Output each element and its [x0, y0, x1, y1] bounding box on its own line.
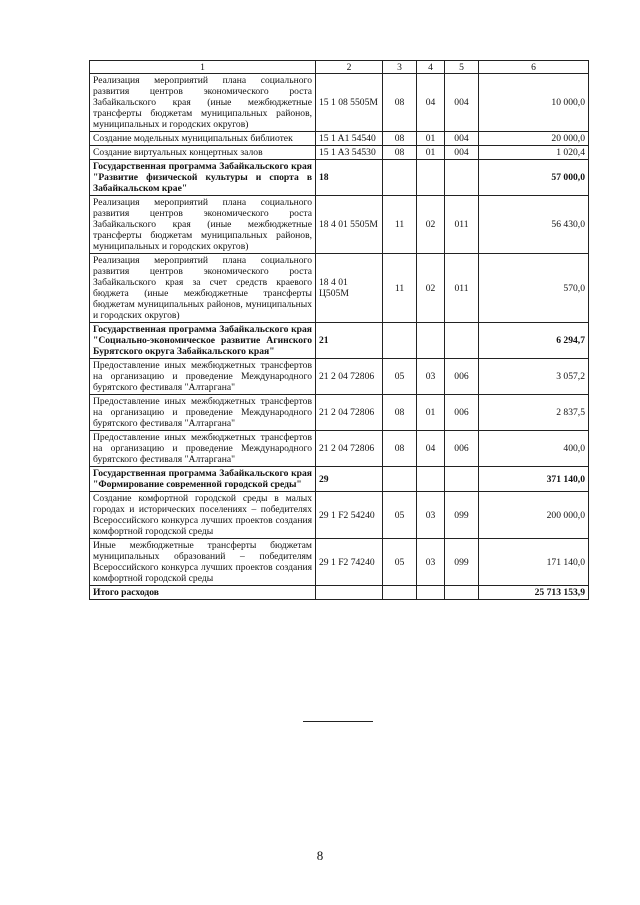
- row-subsection-cell: 03: [417, 492, 445, 539]
- page-number: 8: [316, 848, 324, 863]
- row-section-cell: 11: [383, 196, 417, 254]
- row-type-cell: [445, 586, 479, 600]
- header-col-6: 6: [479, 61, 589, 74]
- row-section-cell: 08: [383, 431, 417, 467]
- row-code-cell: 15 1 08 5505M: [316, 74, 383, 132]
- row-amount-cell: 6 294,7: [479, 323, 589, 359]
- row-code-cell: 21 2 04 72806: [316, 359, 383, 395]
- row-amount-cell: 57 000,0: [479, 160, 589, 196]
- row-amount-cell: 25 713 153,9: [479, 586, 589, 600]
- row-name-cell: Реализация мероприятий плана социального развития центров экономического роста Забайкальского края (иные межбюджетные трансферты бюджетам муниципальных районов, муниципальных и городских округов): [90, 74, 316, 132]
- row-type-cell: 099: [445, 539, 479, 586]
- row-subsection-cell: [417, 586, 445, 600]
- row-type-cell: 006: [445, 431, 479, 467]
- row-section-cell: 08: [383, 132, 417, 146]
- row-name-cell: Создание виртуальных концертных залов: [90, 146, 316, 160]
- row-name-cell: Реализация мероприятий плана социального развития центров экономического роста Забайкальского края (иные межбюджетные трансферты бюджетам муниципальных районов, муниципальных и городских округов): [90, 196, 316, 254]
- row-code-cell: 29 1 F2 54240: [316, 492, 383, 539]
- row-section-cell: [383, 467, 417, 492]
- row-section-cell: [383, 160, 417, 196]
- row-name-cell: Иные межбюджетные трансферты бюджетам муниципальных образований – победителям Всероссийского конкурса лучших проектов создания комфортной городской среды: [90, 539, 316, 586]
- row-name-cell: Реализация мероприятий плана социального развития центров экономического роста Забайкальского края за счет средств краевого бюджета (иные межбюджетные трансферты бюджетам муниципальных районов, муниципальных и городских округов): [90, 254, 316, 323]
- table-row: [90, 539, 589, 586]
- table-row: [90, 492, 589, 539]
- table-row: [90, 74, 589, 132]
- row-subsection-cell: 02: [417, 196, 445, 254]
- row-amount-cell: 2 837,5: [479, 395, 589, 431]
- row-subsection-cell: [417, 323, 445, 359]
- row-amount-cell: 1 020,4: [479, 146, 589, 160]
- row-type-cell: 006: [445, 395, 479, 431]
- row-subsection-cell: [417, 467, 445, 492]
- row-code-cell: 29: [316, 467, 383, 492]
- row-name-cell: Государственная программа Забайкальского края "Развитие физической культуры и спорта в Забайкальском крае": [90, 160, 316, 196]
- row-section-cell: [383, 323, 417, 359]
- row-amount-cell: 171 140,0: [479, 539, 589, 586]
- row-subsection-cell: 03: [417, 539, 445, 586]
- row-subsection-cell: [417, 160, 445, 196]
- row-subsection-cell: 04: [417, 74, 445, 132]
- row-subsection-cell: 01: [417, 395, 445, 431]
- header-col-4: 4: [417, 61, 445, 74]
- table-row: [90, 431, 589, 467]
- row-amount-cell: 400,0: [479, 431, 589, 467]
- row-name-cell: Предоставление иных межбюджетных трансфертов на организацию и проведение Международного бурятского фестиваля "Алтаргана": [90, 395, 316, 431]
- row-type-cell: [445, 467, 479, 492]
- row-name-cell: Государственная программа Забайкальского края "Формирование современной городской среды": [90, 467, 316, 492]
- table-row: [90, 586, 589, 600]
- header-col-2: 2: [316, 61, 383, 74]
- table-row: [90, 359, 589, 395]
- table-row: [90, 395, 589, 431]
- row-section-cell: 11: [383, 254, 417, 323]
- row-type-cell: 004: [445, 74, 479, 132]
- row-code-cell: 15 1 A3 54530: [316, 146, 383, 160]
- row-amount-cell: 3 057,2: [479, 359, 589, 395]
- row-section-cell: 08: [383, 74, 417, 132]
- row-code-cell: 21 2 04 72806: [316, 395, 383, 431]
- row-type-cell: [445, 160, 479, 196]
- row-code-cell: 21: [316, 323, 383, 359]
- row-name-cell: Создание комфортной городской среды в малых городах и исторических поселениях – победителях Всероссийского конкурса лучших проектов создания комфортной городской среды: [90, 492, 316, 539]
- row-name-cell: Создание модельных муниципальных библиотек: [90, 132, 316, 146]
- row-type-cell: 004: [445, 146, 479, 160]
- row-amount-cell: 10 000,0: [479, 74, 589, 132]
- header-col-1: 1: [90, 61, 316, 74]
- row-amount-cell: 56 430,0: [479, 196, 589, 254]
- row-section-cell: 08: [383, 146, 417, 160]
- row-section-cell: 05: [383, 492, 417, 539]
- row-code-cell: 15 1 A1 54540: [316, 132, 383, 146]
- table-row: [90, 160, 589, 196]
- row-code-cell: 21 2 04 72806: [316, 431, 383, 467]
- row-code-cell: 18 4 01 Ц505M: [316, 254, 383, 323]
- table-row: [90, 323, 589, 359]
- row-subsection-cell: 01: [417, 132, 445, 146]
- row-type-cell: 011: [445, 254, 479, 323]
- row-subsection-cell: 01: [417, 146, 445, 160]
- row-name-cell: Предоставление иных межбюджетных трансфертов на организацию и проведение Международного бурятского фестиваля "Алтаргана": [90, 359, 316, 395]
- table-row: [90, 132, 589, 146]
- table-row: [90, 196, 589, 254]
- table-header-row: [90, 61, 589, 74]
- row-name-cell: Государственная программа Забайкальского края "Социально-экономическое развитие Агинского Бурятского округа Забайкальского края": [90, 323, 316, 359]
- row-name-cell: Итого расходов: [90, 586, 316, 600]
- row-code-cell: 29 1 F2 74240: [316, 539, 383, 586]
- row-section-cell: 05: [383, 539, 417, 586]
- footer-rule: [303, 721, 373, 722]
- row-code-cell: [316, 586, 383, 600]
- table-row: [90, 254, 589, 323]
- row-code-cell: 18 4 01 5505M: [316, 196, 383, 254]
- row-type-cell: 011: [445, 196, 479, 254]
- row-name-cell: Предоставление иных межбюджетных трансфертов на организацию и проведение Международного бурятского фестиваля "Алтаргана": [90, 431, 316, 467]
- expenditure-table: [89, 60, 589, 600]
- row-amount-cell: 200 000,0: [479, 492, 589, 539]
- row-section-cell: 05: [383, 359, 417, 395]
- row-amount-cell: 570,0: [479, 254, 589, 323]
- row-code-cell: 18: [316, 160, 383, 196]
- row-section-cell: [383, 586, 417, 600]
- row-amount-cell: 20 000,0: [479, 132, 589, 146]
- row-type-cell: 099: [445, 492, 479, 539]
- row-type-cell: 006: [445, 359, 479, 395]
- row-subsection-cell: 03: [417, 359, 445, 395]
- table-row: [90, 467, 589, 492]
- row-amount-cell: 371 140,0: [479, 467, 589, 492]
- row-subsection-cell: 04: [417, 431, 445, 467]
- header-col-5: 5: [445, 61, 479, 74]
- table-row: [90, 146, 589, 160]
- row-type-cell: [445, 323, 479, 359]
- header-col-3: 3: [383, 61, 417, 74]
- row-subsection-cell: 02: [417, 254, 445, 323]
- row-type-cell: 004: [445, 132, 479, 146]
- row-section-cell: 08: [383, 395, 417, 431]
